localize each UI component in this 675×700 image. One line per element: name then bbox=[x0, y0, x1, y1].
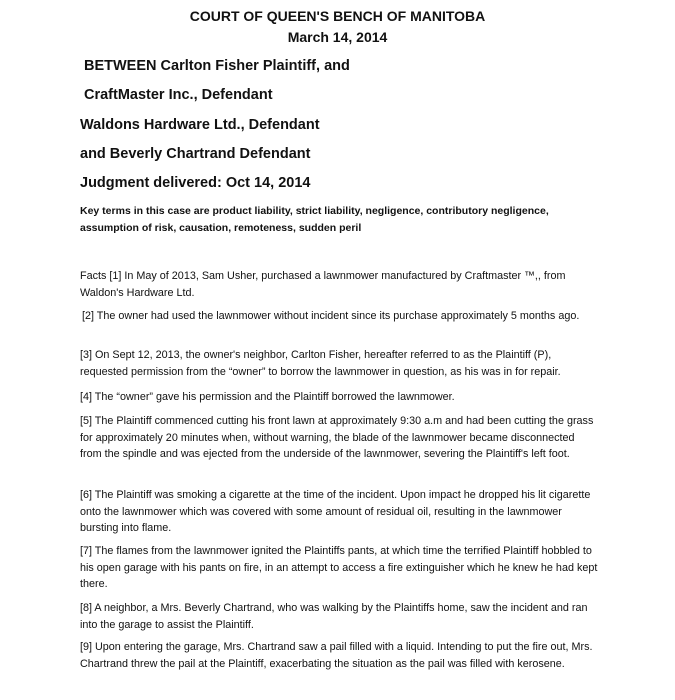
paragraph-3: [3] On Sept 12, 2013, the owner's neighbor, Carlton Fisher, hereafter referred to as the Plaintiff (P), requested permission from the “owner” to borrow the lawnmower in question, as his was in for repair. bbox=[80, 349, 561, 378]
court-name: COURT OF QUEEN'S BENCH OF MANITOBA bbox=[189, 8, 486, 24]
paragraph-5: [5] The Plaintiff commenced cutting his front lawn at approximately 9:30 a.m and had been cutting the grass for approximately 20 minutes when, without warning, the blade of the lawnmower became disconnected from the spindle and was ejected from the underside of the lawnmower, severing the Plaintiff's left foot. bbox=[80, 415, 594, 460]
defendant-chartrand: and Beverly Chartrand Defendant bbox=[80, 146, 311, 162]
paragraph-8: [8] A neighbor, a Mrs. Beverly Chartrand, who was walking by the Plaintiffs home, saw the incident and ran into the garage to assist the Plaintiff. bbox=[80, 602, 588, 631]
defendant-waldons: Waldons Hardware Ltd., Defendant bbox=[80, 117, 320, 133]
paragraph-6: [6] The Plaintiff was smoking a cigarette at the time of the incident. Upon impact he dropped his lit cigarette onto the lawnmower which was covered with some amount of residual oil, resulting in the lawnmower bursting into flame. bbox=[80, 489, 591, 534]
paragraph-1: Facts [1] In May of 2013, Sam Usher, purchased a lawnmower manufactured by Craftmaster ™,, from Waldon's Hardware Ltd. bbox=[80, 270, 566, 299]
parties-between: BETWEEN Carlton Fisher Plaintiff, and bbox=[84, 58, 350, 74]
key-terms: Key terms in this case are product liability, strict liability, negligence, contributory negligence, assumption of risk, causation, remoteness, sudden peril bbox=[80, 205, 549, 234]
defendant-craftmaster: CraftMaster Inc., Defendant bbox=[84, 87, 273, 103]
paragraph-4: [4] The “owner” gave his permission and the Plaintiff borrowed the lawnmower. bbox=[80, 391, 455, 403]
paragraph-9: [9] Upon entering the garage, Mrs. Chartrand saw a pail filled with a liquid. Intending to put the fire out, Mrs. Chartrand threw the pail at the Plaintiff, exacerbating the situation as the pail was filled with kerosene. bbox=[80, 641, 593, 670]
paragraph-2: [2] The owner had used the lawnmower without incident since its purchase approximately 5 months ago. bbox=[82, 310, 580, 322]
hearing-date: March 14, 2014 bbox=[287, 29, 388, 45]
paragraph-7: [7] The flames from the lawnmower ignited the Plaintiffs pants, at which time the terrified Plaintiff hobbled to his open garage with his pants on fire, in an attempt to access a fire extinguisher which he knew he had kept there. bbox=[80, 545, 598, 590]
judgment-date: Judgment delivered: Oct 14, 2014 bbox=[80, 175, 311, 191]
